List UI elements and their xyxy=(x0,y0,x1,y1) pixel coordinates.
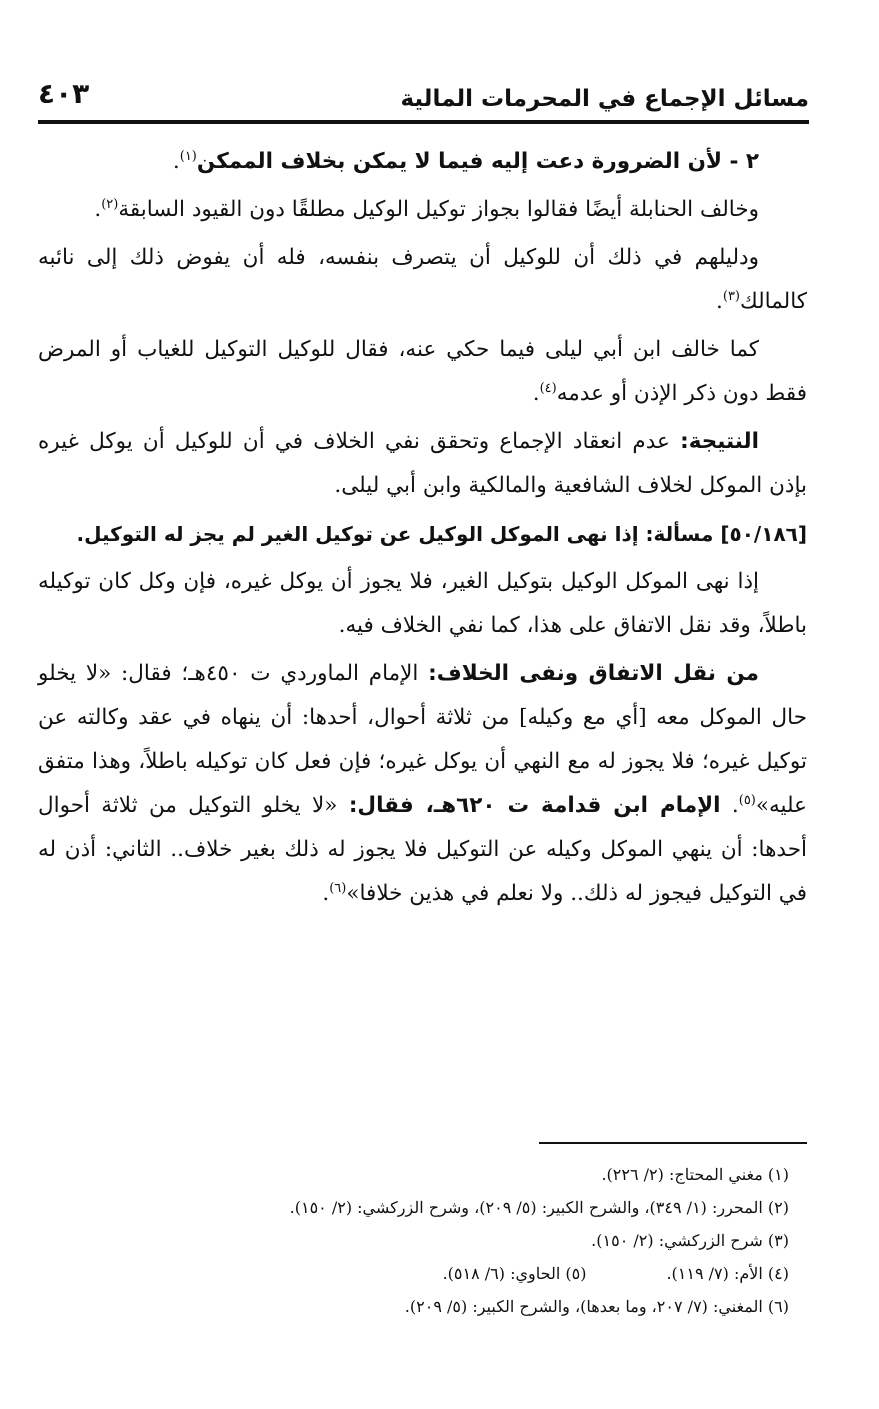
paragraph-4: كما خالف ابن أبي ليلى فيما حكي عنه، فقال للوكيل التوكيل للغياب أو المرض فقط دون ذكر الإذن أو عدمه$^{(٤)}$. xyxy=(38,337,807,406)
footnote-2: (٢) المحرر: (١/ ٣٤٩)، والشرح الكبير: (٥/ ٢٠٩)، وشرح الزركشي: (٢/ ١٥٠). xyxy=(289,1198,789,1217)
paragraph-2: وخالف الحنابلة أيضًا فقالوا بجواز توكيل الوكيل مطلقًا دون القيود السابقة$^{(٢)}$. xyxy=(94,196,759,222)
footnote-separator xyxy=(539,1142,807,1144)
issue-heading: [٥٠/١٨٦] مسألة: إذا نهى الموكل الوكيل عن توكيل الغير لم يجز له التوكيل. xyxy=(76,522,807,546)
header-title: مسائل الإجماع في المحرمات المالية xyxy=(400,86,809,112)
running-header xyxy=(38,62,809,124)
footnote-ref-6: (٦) xyxy=(329,880,347,896)
page-number: ٤٠٣ xyxy=(38,77,90,110)
footnote-ref-5: (٥) xyxy=(738,792,756,808)
result-label: النتيجة: xyxy=(680,429,759,454)
footnote-5: (٥) الحاوي: (٦/ ٥١٨). xyxy=(442,1264,587,1283)
footnote-3: (٣) شرح الزركشي: (٢/ ١٥٠). xyxy=(591,1231,789,1250)
footnote-ref-4: (٤) xyxy=(539,380,557,396)
main-text xyxy=(38,140,807,920)
paragraph-3: ودليلهم في ذلك أن للوكيل أن يتصرف بنفسه، فله أن يفوض ذلك إلى نائبه كالمالك$^{(٣)}$. xyxy=(38,245,807,314)
ibn-qudama-label: الإمام ابن قدامة ت ٦٢٠هـ، فقال: xyxy=(348,793,721,818)
paragraph-result: النتيجة: عدم انعقاد الإجماع وتحقق نفي الخلاف في أن للوكيل أن يوكل غيره بإذن الموكل لخلاف الشافعية والمالكية وابن أبي ليلى. xyxy=(38,429,807,498)
paragraph-1: ٢ - لأن الضرورة دعت إليه فيما لا يمكن بخلاف الممكن$^{(١)}$. xyxy=(172,148,759,174)
footnote-ref-2: (٢) xyxy=(101,196,119,212)
footnote-row-4-5 xyxy=(60,1257,789,1290)
paragraph-6: إذا نهى الموكل الوكيل بتوكيل الغير، فلا يجوز أن يوكل غيره، فإن وكل كان توكيله باطلاً، وقد نقل الاتفاق على هذا، كما نفي الخلاف فيه. xyxy=(38,569,807,638)
footnotes xyxy=(60,1158,789,1323)
footnote-ref-1: (١) xyxy=(179,148,197,164)
consensus-label: من نقل الاتفاق ونفى الخلاف: xyxy=(428,661,759,686)
footnote-4: (٤) الأم: (٧/ ١١٩). xyxy=(666,1264,789,1283)
paragraph-7: من نقل الاتفاق ونفى الخلاف: الإمام الماوردي ت ٤٥٠هـ؛ فقال: «لا يخلو حال الموكل معه [أي مع وكيله] من ثلاثة أحوال، أحدها: أن ينهاه في عقد وكالته عن توكيل غيره؛ فلا يجوز له مع النهي أن يوكل غيره؛ فإن فعل كان توكيله باطلاً، وهذا متفق عليه»$^{(٥)}$. الإمام ابن قدامة ت ٦٢٠هـ، فقال: «لا يخلو التوكيل من ثلاثة أحوال أحدها: أن ينهي الموكل وكيله عن التوكيل فلا يجوز له ذلك بغير خلاف.. الثاني: أذن له في التوكيل فيجوز له ذلك.. ولا نعلم في هذين خلافا»$^{(٦)}$. xyxy=(38,661,807,906)
footnote-6: (٦) المغني: (٧/ ٢٠٧، وما بعدها)، والشرح الكبير: (٥/ ٢٠٩). xyxy=(404,1297,789,1316)
footnote-ref-3: (٣) xyxy=(722,288,740,304)
footnote-1: (١) مغني المحتاج: (٢/ ٢٢٦). xyxy=(601,1165,789,1184)
